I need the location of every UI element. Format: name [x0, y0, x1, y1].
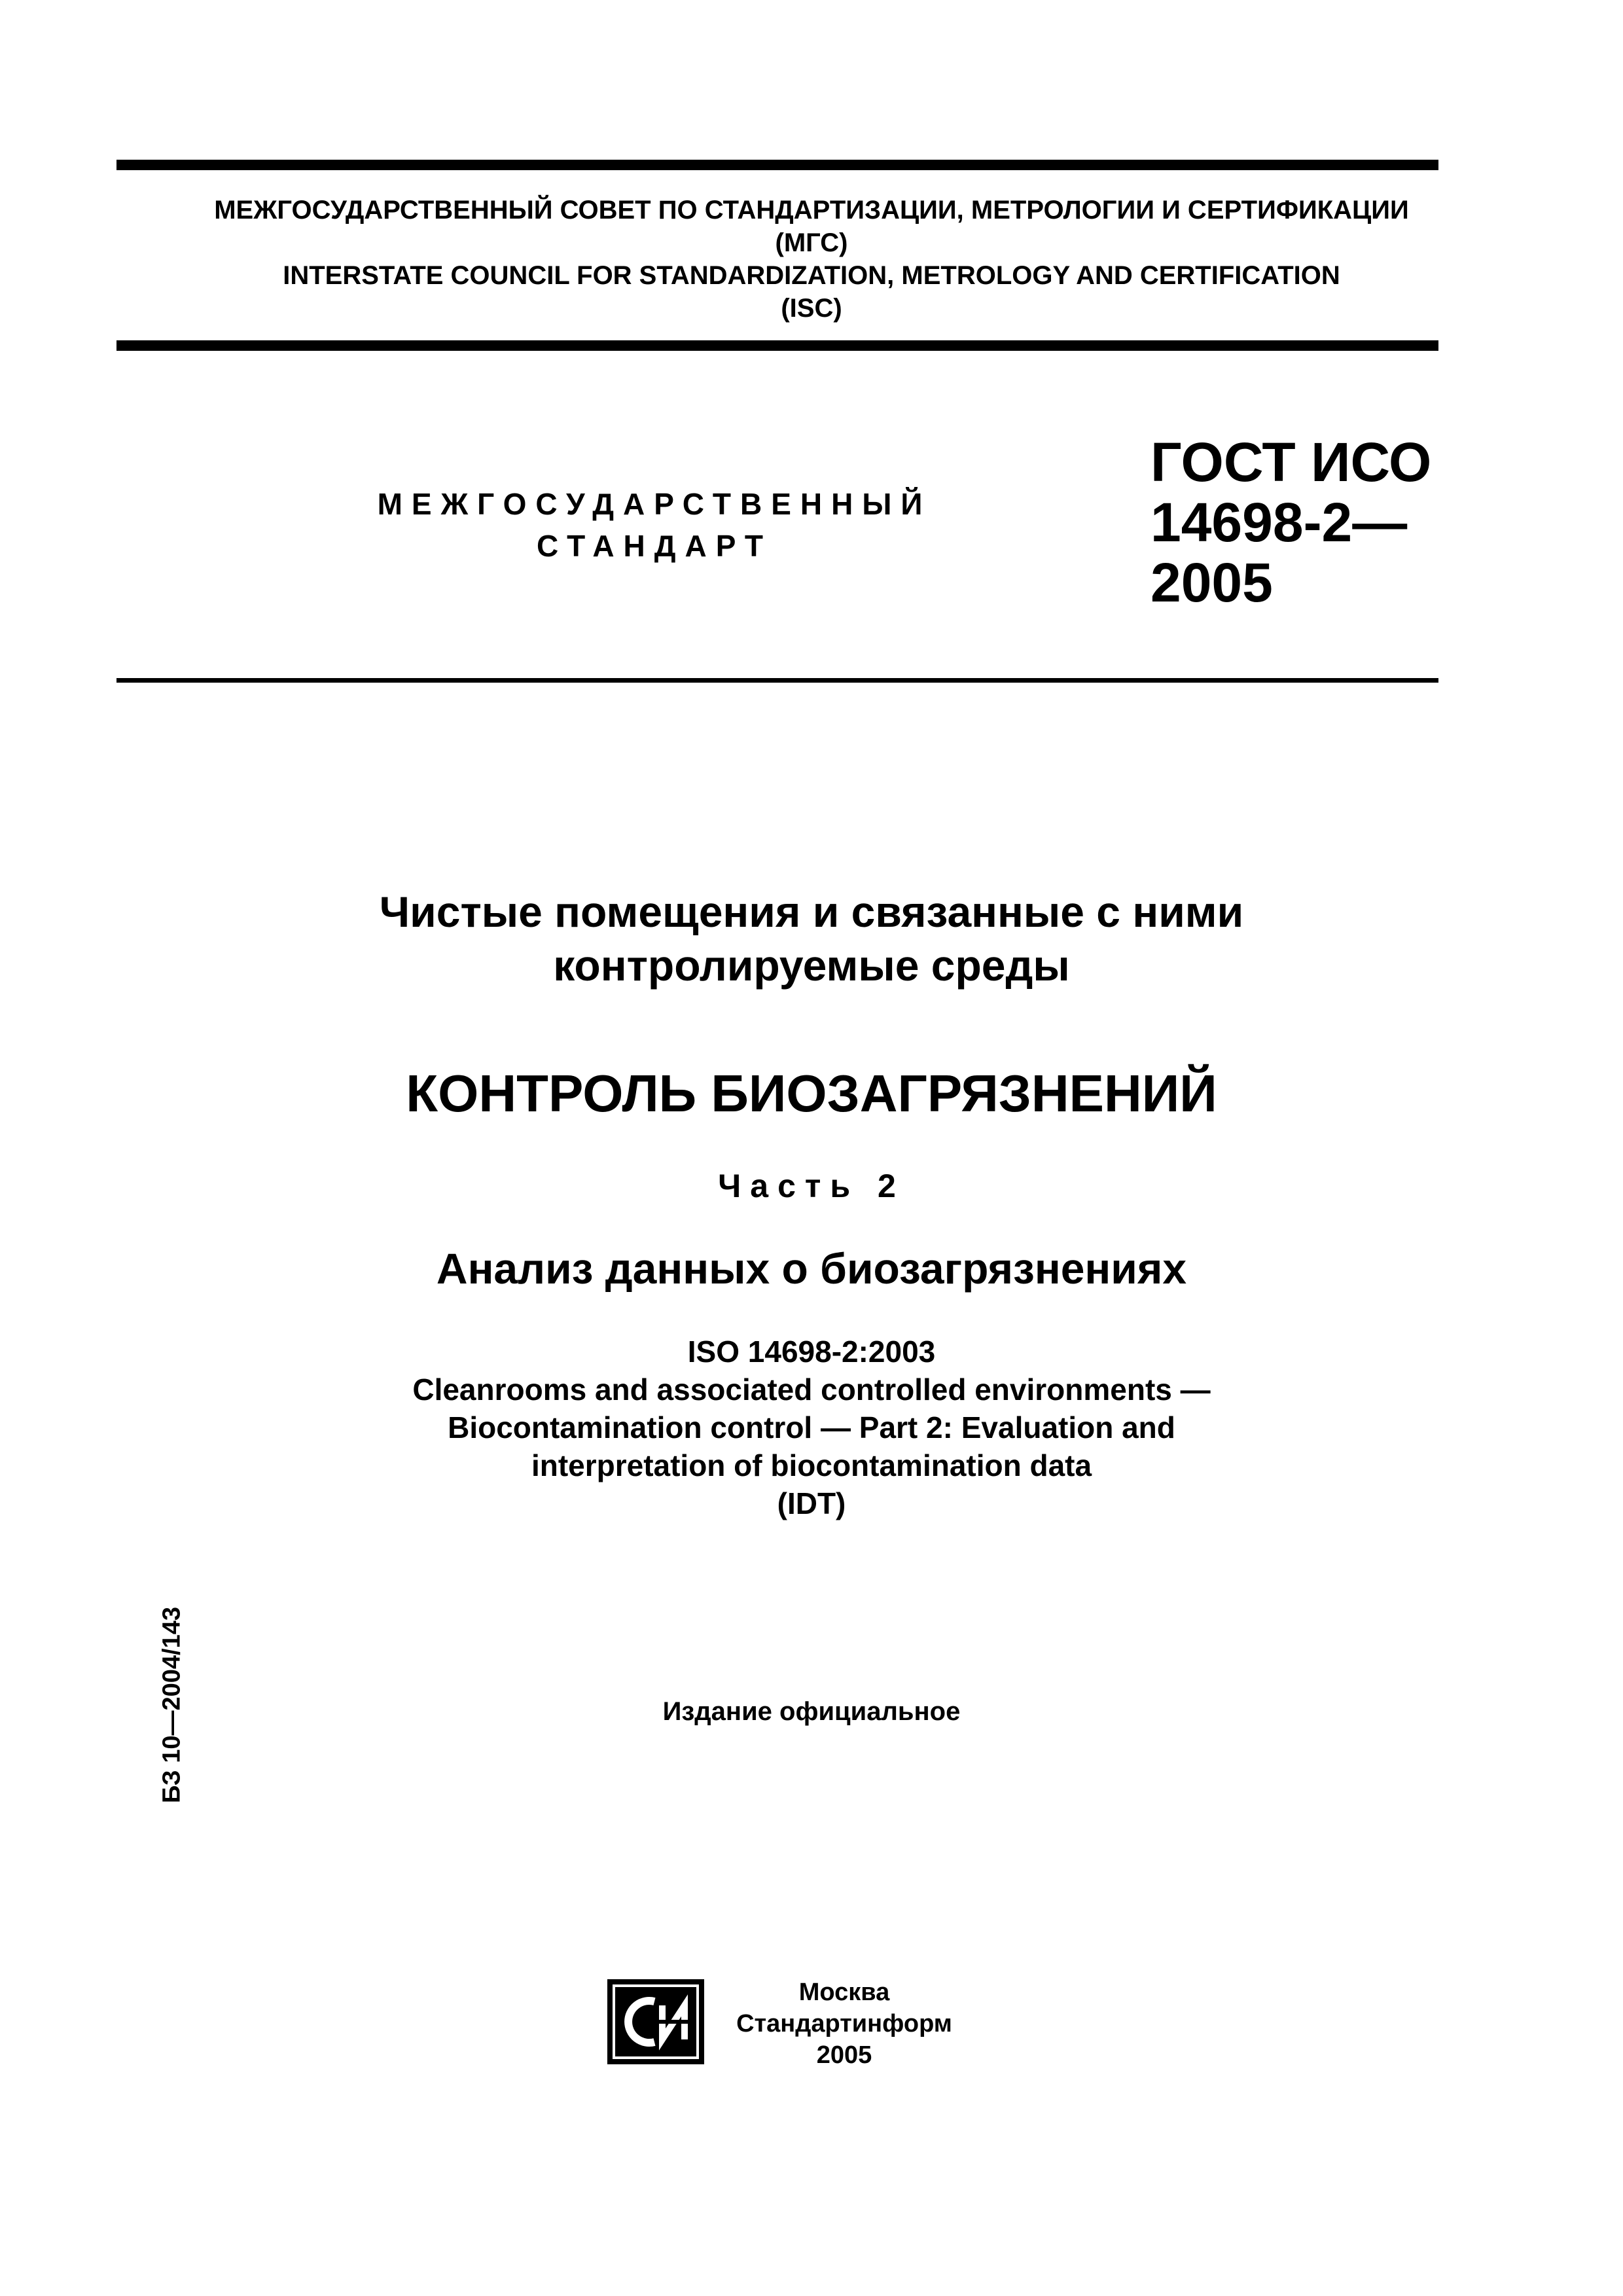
iso-title-line1: Cleanrooms and associated controlled environments — — [412, 1372, 1211, 1407]
standartinform-logo-icon — [607, 1979, 704, 2064]
designation-rule — [116, 678, 1438, 683]
side-code: БЗ 10—2004/143 — [158, 1607, 186, 1803]
publisher-year: 2005 — [816, 2041, 872, 2069]
council-header — [0, 194, 1623, 325]
gost-line3: 2005 — [1150, 552, 1273, 613]
publisher-city: Москва — [798, 1979, 890, 2006]
edition-label: Издание официальное — [662, 1697, 961, 1726]
iso-title-line2: Biocontamination control — Part 2: Evaluation and — [448, 1410, 1175, 1444]
title-ru — [0, 885, 1623, 992]
publisher-name: Стандартинформ — [736, 2010, 952, 2037]
iso-code: ISO 14698-2:2003 — [687, 1335, 936, 1369]
gost-designation — [1150, 432, 1431, 613]
council-abbr-ru: (МГС) — [775, 228, 848, 257]
council-name-ru: МЕЖГОСУДАРСТВЕННЫЙ СОВЕТ ПО СТАНДАРТИЗАЦИИ, МЕТРОЛОГИИ И СЕРТИФИКАЦИИ — [214, 196, 1409, 224]
council-abbr-en: (ISC) — [781, 294, 842, 323]
council-name-en: INTERSTATE COUNCIL FOR STANDARDIZATION, METROLOGY AND CERTIFICATION — [283, 261, 1340, 290]
gost-line2: 14698-2— — [1150, 492, 1408, 553]
subtitle: КОНТРОЛЬ БИОЗАГРЯЗНЕНИЙ — [406, 1064, 1217, 1122]
gost-line1: ГОСТ ИСО — [1150, 431, 1432, 493]
header-bottom-rule — [116, 340, 1438, 351]
iso-title-line3: interpretation of biocontamination data — [531, 1448, 1092, 1482]
title-ru-line1: Чистые помещения и связанные с ними — [379, 888, 1244, 936]
top-rule — [116, 160, 1438, 170]
standard-type — [314, 483, 995, 567]
part-title: Анализ данных о биозагрязнениях — [436, 1244, 1187, 1293]
standard-type-line2: СТАНДАРТ — [537, 529, 772, 563]
iso-reference — [0, 1333, 1623, 1522]
publisher-block — [726, 1977, 962, 2071]
part-label: Часть 2 — [718, 1168, 905, 1204]
title-ru-line2: контролируемые среды — [553, 941, 1070, 990]
standard-type-line1: МЕЖГОСУДАРСТВЕННЫЙ — [377, 487, 932, 521]
iso-idt: (IDT) — [777, 1486, 846, 1520]
